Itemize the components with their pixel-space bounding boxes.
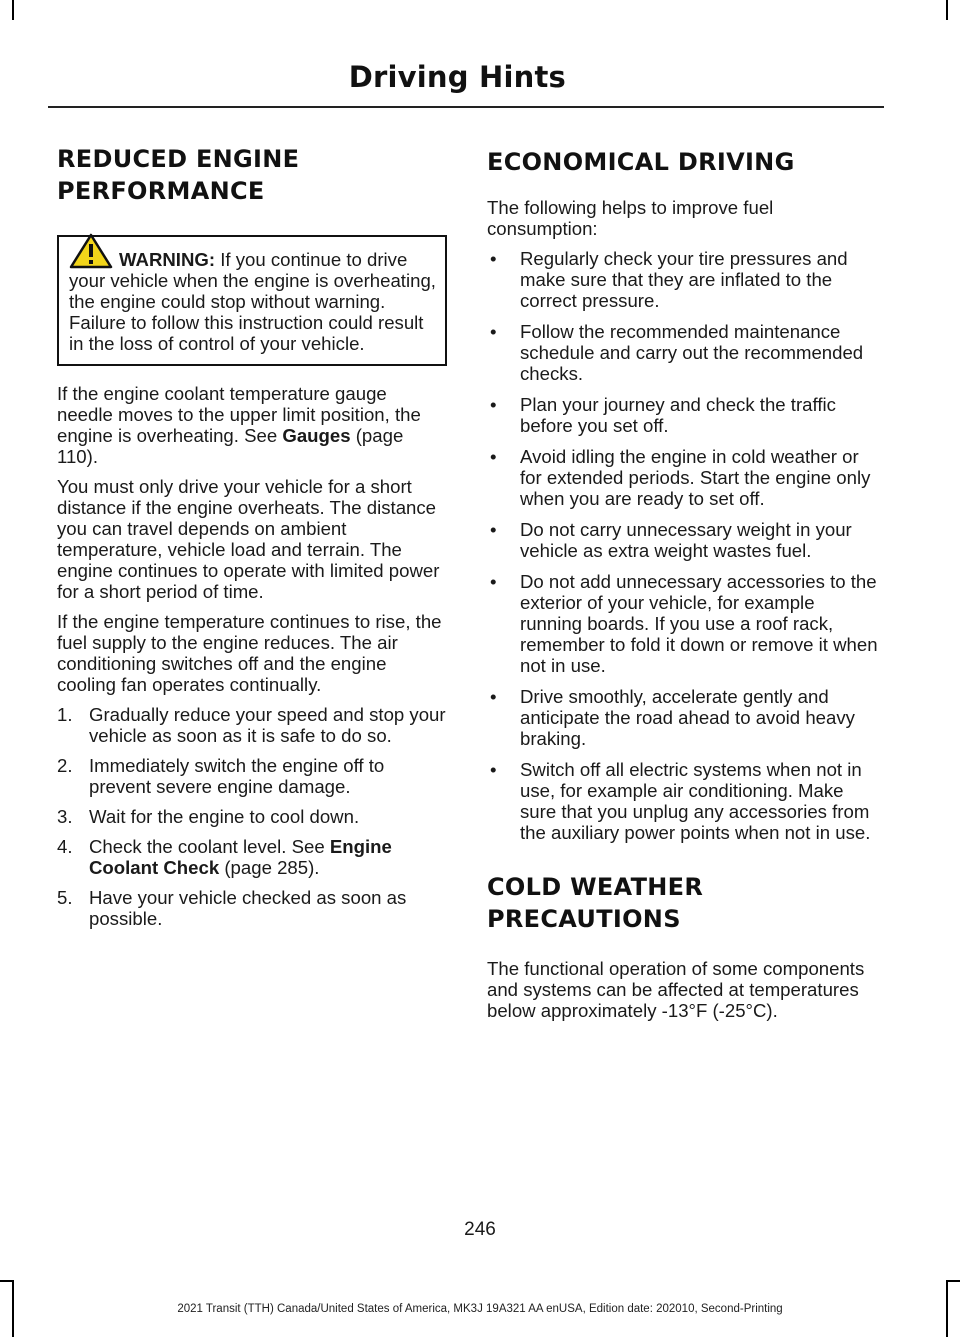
- header-divider: [48, 106, 884, 108]
- page-header: [48, 60, 884, 94]
- paragraph: You must only drive your vehicle for a short distance if the engine overheats. The distance you can travel depends on ambient temperature, vehicle load and terrain. The engine continues to operate with limited power for a short period of time.: [57, 476, 440, 602]
- warning-label: WARNING:: [119, 249, 216, 270]
- crop-mark: [12, 0, 14, 20]
- list-item: • Plan your journey and check the traffic before you set off.: [490, 394, 836, 436]
- list-item: 1. Gradually reduce your speed and stop your vehicle as soon as it is safe to do so.: [57, 704, 446, 746]
- warning-triangle-icon: [69, 233, 113, 269]
- list-item: • Follow the recommended maintenance schedule and carry out the recommended checks.: [490, 321, 864, 384]
- paragraph: The functional operation of some components and systems can be affected at temperatures below approximately -13°F (-25°C).: [487, 958, 865, 1021]
- list-item: 2. Immediately switch the engine off to prevent severe engine damage.: [57, 755, 385, 797]
- list-item: • Regularly check your tire pressures and make sure that they are inflated to the correct pressure.: [490, 248, 848, 311]
- left-column: [57, 145, 447, 938]
- link-gauges[interactable]: Gauges: [282, 425, 351, 446]
- footer-edition-info: 2021 Transit (TTH) Canada/United States of America, MK3J 19A321 AA enUSA, Edition date: 202010, Second-Printing: [177, 1303, 783, 1315]
- paragraph: If the engine temperature continues to rise, the fuel supply to the engine reduces. The air conditioning switches off and the engine cooling fan operates continually.: [57, 611, 442, 695]
- paragraph: The following helps to improve fuel consumption:: [487, 197, 774, 239]
- list-item: • Avoid idling the engine in cold weather or for extended periods. Start the engine only when you are ready to set off.: [490, 446, 871, 509]
- steps-list: [57, 704, 447, 929]
- list-item: • Do not carry unnecessary weight in your vehicle as extra weight wastes fuel.: [490, 519, 852, 561]
- list-item: 3. Wait for the engine to cool down.: [57, 806, 360, 827]
- list-item: • Do not add unnecessary accessories to the exterior of your vehicle, for example running boards. If you use a roof rack, remember to fold it down or remove it when not in use.: [490, 571, 878, 676]
- tips-list: [487, 248, 881, 843]
- crop-mark: [946, 0, 948, 20]
- list-item: • Switch off all electric systems when not in use, for example air conditioning. Make sure that you unplug any accessories from the auxiliary power points when not in use.: [490, 759, 871, 843]
- link-engine-coolant-check[interactable]: Engine Coolant Check: [89, 836, 392, 878]
- section-title-reduced-engine-performance: REDUCED ENGINE PERFORMANCE: [57, 145, 300, 205]
- warning-text: If you continue to drive your vehicle when the engine is overheating, the engine could stop without warning. Failure to follow this instruction could result in the loss of control of your vehicle.: [69, 249, 436, 354]
- right-column: [487, 145, 881, 1030]
- list-item: 4. Check the coolant level. See Engine Coolant Check (page 285).: [57, 836, 392, 878]
- crop-mark: [946, 1280, 960, 1282]
- list-item: 5. Have your vehicle checked as soon as possible.: [57, 887, 407, 929]
- section-title-economical-driving: ECONOMICAL DRIVING: [487, 148, 795, 176]
- paragraph: If the engine coolant temperature gauge needle moves to the upper limit position, the engine is overheating. See Gauges (page 110).: [57, 383, 421, 467]
- crop-mark: [0, 1280, 12, 1282]
- page-title: Driving Hints: [348, 60, 566, 94]
- section-title-cold-weather-precautions: COLD WEATHER PRECAUTIONS: [487, 873, 704, 933]
- warning-box: [57, 235, 447, 366]
- page-number: 246: [464, 1219, 496, 1240]
- list-item: • Drive smoothly, accelerate gently and anticipate the road ahead to avoid heavy braking.: [490, 686, 855, 749]
